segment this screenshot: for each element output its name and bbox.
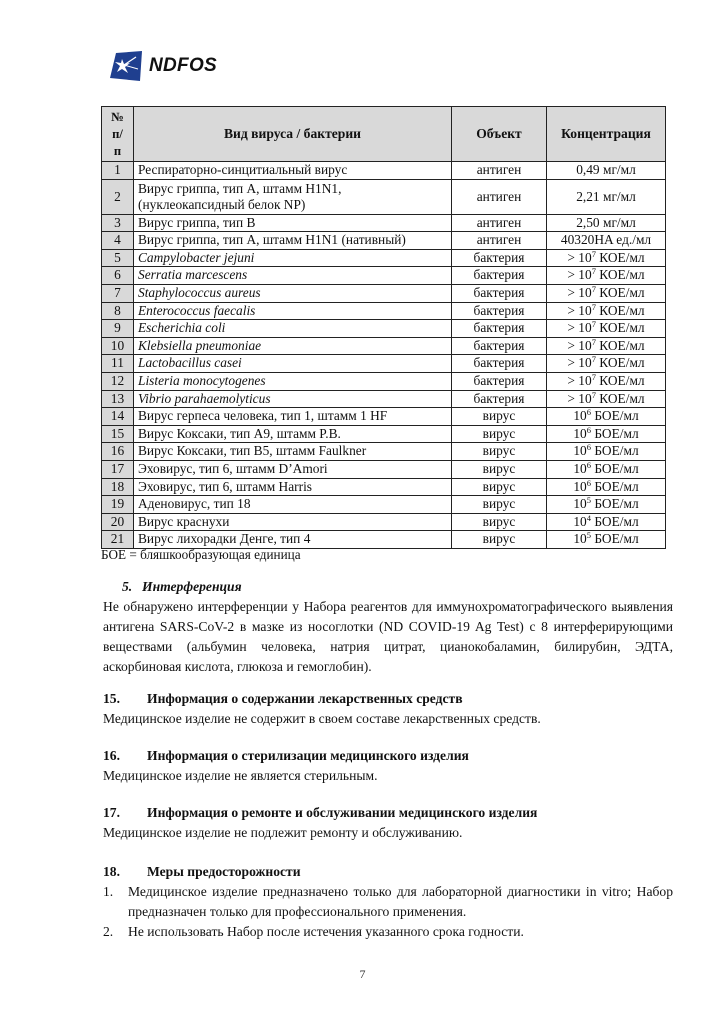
- list-item: 1. Медицинское изделие предназначено только для лабораторной диагностики in vitro; Набор предназначен только для профессионального применения.: [103, 884, 673, 919]
- concentration: > $10^7$ КОЕ/мл: [547, 355, 666, 373]
- ndfos-logo: [110, 50, 217, 82]
- interference-text: Не обнаружено интерференции у Набора реагентов для иммунохроматографического выявления антигена SARS-CoV-2 в мазке из носоглотки (ND COVID-19 Ag Test) с 8 интерферирующими веществами (альбумин человека, натрия цитрат, цианокобаламин, билирубин, ЭДТА, аскорбиновая кислота, глюкоза и гемоглобин).: [103, 599, 673, 674]
- interference-organisms-table: [101, 106, 666, 549]
- header-species: Вид вируса / бактерии: [134, 107, 452, 162]
- concentration: 0,49 мг/мл: [547, 162, 666, 180]
- header-concentration: Концентрация: [547, 107, 666, 162]
- row-number: 5: [102, 249, 134, 267]
- species-name: Klebsiella pneumoniae: [134, 337, 452, 355]
- concentration: > $10^7$ КОЕ/мл: [547, 284, 666, 302]
- row-number: 11: [102, 355, 134, 373]
- table-row: [102, 496, 666, 514]
- table-row: [102, 249, 666, 267]
- species-name: Респираторно-синцитиальный вирус: [134, 162, 452, 180]
- row-number: 17: [102, 460, 134, 478]
- table-row: [102, 408, 666, 426]
- object-type: вирус: [452, 425, 547, 443]
- concentration: $10^6$ БОЕ/мл: [547, 460, 666, 478]
- table-row: [102, 513, 666, 531]
- row-number: 21: [102, 531, 134, 549]
- object-type: антиген: [452, 162, 547, 180]
- concentration: $10^4$ БОЕ/мл: [547, 513, 666, 531]
- concentration: $10^6$ БОЕ/мл: [547, 478, 666, 496]
- row-number: 8: [102, 302, 134, 320]
- row-number: 19: [102, 496, 134, 514]
- precautions-list: [103, 882, 673, 942]
- table-row: [102, 179, 666, 214]
- logo-star-icon: [110, 51, 144, 81]
- object-type: вирус: [452, 443, 547, 461]
- concentration: 40320HA ед./мл: [547, 232, 666, 250]
- concentration: > $10^7$ КОЕ/мл: [547, 249, 666, 267]
- object-type: вирус: [452, 460, 547, 478]
- table-row: [102, 390, 666, 408]
- concentration: $10^5$ БОЕ/мл: [547, 496, 666, 514]
- table-row: [102, 267, 666, 285]
- species-name: Escherichia coli: [134, 320, 452, 338]
- section-heading: 18. Меры предосторожности: [103, 864, 301, 879]
- row-number: 4: [102, 232, 134, 250]
- species-name: Вирус Коксаки, тип А9, штамм P.B.: [134, 425, 452, 443]
- page-number: 7: [359, 967, 366, 981]
- species-name: Campylobacter jejuni: [134, 249, 452, 267]
- species-name: Аденовирус, тип 18: [134, 496, 452, 514]
- species-name: Вирус Коксаки, тип В5, штамм Faulkner: [134, 443, 452, 461]
- concentration: 2,21 мг/мл: [547, 179, 666, 214]
- row-number: 1: [102, 162, 134, 180]
- row-number: 3: [102, 214, 134, 232]
- table-row: [102, 284, 666, 302]
- row-number: 15: [102, 425, 134, 443]
- concentration: > $10^7$ КОЕ/мл: [547, 320, 666, 338]
- table-row: [102, 337, 666, 355]
- row-number: 13: [102, 390, 134, 408]
- concentration: > $10^7$ КОЕ/мл: [547, 302, 666, 320]
- table-row: [102, 302, 666, 320]
- object-type: вирус: [452, 478, 547, 496]
- object-type: бактерия: [452, 249, 547, 267]
- table-row: [102, 320, 666, 338]
- species-name: Vibrio parahaemolyticus: [134, 390, 452, 408]
- object-type: бактерия: [452, 302, 547, 320]
- row-number: 6: [102, 267, 134, 285]
- object-type: бактерия: [452, 320, 547, 338]
- object-type: вирус: [452, 496, 547, 514]
- table-row: [102, 162, 666, 180]
- species-name: Staphylococcus aureus: [134, 284, 452, 302]
- concentration: > $10^7$ КОЕ/мл: [547, 337, 666, 355]
- table-row: [102, 232, 666, 250]
- table-row: [102, 443, 666, 461]
- section-text: Медицинское изделие не содержит в своем составе лекарственных средств.: [103, 711, 541, 726]
- row-number: 9: [102, 320, 134, 338]
- species-name: Вирус лихорадки Денге, тип 4: [134, 531, 452, 549]
- object-type: бактерия: [452, 372, 547, 390]
- object-type: вирус: [452, 513, 547, 531]
- row-number: 20: [102, 513, 134, 531]
- species-name: Вирус краснухи: [134, 513, 452, 531]
- logo-text: NDFOS: [149, 55, 217, 76]
- section-16: [103, 746, 673, 786]
- section-heading: 16. Информация о стерилизации медицинского изделия: [103, 748, 469, 763]
- object-type: вирус: [452, 531, 547, 549]
- concentration: > $10^7$ КОЕ/мл: [547, 390, 666, 408]
- table-row: [102, 355, 666, 373]
- species-name: Вирус гриппа, тип А, штамм H1N1 (нативный): [134, 232, 452, 250]
- species-name: Listeria monocytogenes: [134, 372, 452, 390]
- species-name: Эховирус, тип 6, штамм Harris: [134, 478, 452, 496]
- section-18-precautions: [103, 862, 673, 942]
- species-name: Lactobacillus casei: [134, 355, 452, 373]
- row-number: 10: [102, 337, 134, 355]
- concentration: $10^6$ БОЕ/мл: [547, 443, 666, 461]
- species-name: Enterococcus faecalis: [134, 302, 452, 320]
- object-type: бактерия: [452, 355, 547, 373]
- section-17: [103, 803, 673, 843]
- table-header-row: [102, 107, 666, 162]
- table-row: [102, 214, 666, 232]
- species-name: Вирус герпеса человека, тип 1, штамм 1 HF: [134, 408, 452, 426]
- object-type: вирус: [452, 408, 547, 426]
- object-type: антиген: [452, 179, 547, 214]
- concentration: $10^5$ БОЕ/мл: [547, 531, 666, 549]
- section-text: Медицинское изделие не является стерильным.: [103, 768, 378, 783]
- row-number: 14: [102, 408, 134, 426]
- species-name: Вирус гриппа, тип А, штамм H1N1, (нуклеокапсидный белок NP): [134, 179, 452, 214]
- table-row: [102, 460, 666, 478]
- table-row: [102, 531, 666, 549]
- row-number: 16: [102, 443, 134, 461]
- header-number: № п/ п: [102, 107, 134, 162]
- concentration: > $10^7$ КОЕ/мл: [547, 372, 666, 390]
- object-type: антиген: [452, 232, 547, 250]
- table-row: [102, 425, 666, 443]
- section-15: [103, 689, 673, 729]
- table-row: [102, 478, 666, 496]
- row-number: 18: [102, 478, 134, 496]
- interference-heading: 5. Интерференция: [122, 579, 242, 594]
- header-object: Объект: [452, 107, 547, 162]
- species-name: Эховирус, тип 6, штамм D’Amori: [134, 460, 452, 478]
- object-type: бактерия: [452, 267, 547, 285]
- object-type: бактерия: [452, 337, 547, 355]
- interference-section: [103, 577, 673, 677]
- object-type: антиген: [452, 214, 547, 232]
- object-type: бактерия: [452, 390, 547, 408]
- concentration: > $10^7$ КОЕ/мл: [547, 267, 666, 285]
- table-row: [102, 372, 666, 390]
- species-name: Вирус гриппа, тип В: [134, 214, 452, 232]
- list-item: 2. Не использовать Набор после истечения указанного срока годности.: [103, 924, 524, 939]
- section-heading: 15. Информация о содержании лекарственных средств: [103, 691, 463, 706]
- concentration: $10^6$ БОЕ/мл: [547, 425, 666, 443]
- section-text: Медицинское изделие не подлежит ремонту и обслуживанию.: [103, 825, 463, 840]
- section-heading: 17. Информация о ремонте и обслуживании медицинского изделия: [103, 805, 538, 820]
- species-name: Serratia marcescens: [134, 267, 452, 285]
- object-type: бактерия: [452, 284, 547, 302]
- row-number: 2: [102, 179, 134, 214]
- concentration: $10^6$ БОЕ/мл: [547, 408, 666, 426]
- concentration: 2,50 мг/мл: [547, 214, 666, 232]
- row-number: 12: [102, 372, 134, 390]
- row-number: 7: [102, 284, 134, 302]
- table-footnote: БОЕ = бляшкообразующая единица: [101, 547, 301, 562]
